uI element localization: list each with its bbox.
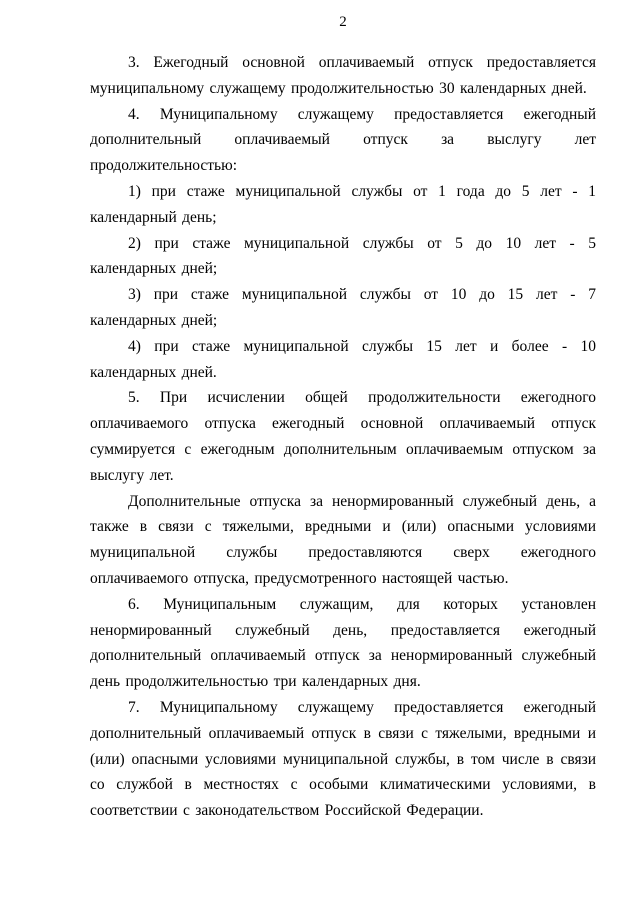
paragraph: 2) при стаже муниципальной службы от 5 до 10 лет - 5 календарных дней;: [90, 234, 596, 278]
paragraph: 1) при стаже муниципальной службы от 1 года до 5 лет - 1 календарный день;: [90, 182, 596, 226]
paragraph: Дополнительные отпуска за ненормированный служебный день, а также в связи с тяжелыми, вредными и (или) опасными условиями муниципальной службы предоставляются сверх ежегодного оплачиваемого отпуска, предусмотренного настоящей частью.: [90, 492, 596, 587]
page-number: 2: [339, 14, 347, 30]
paragraph: 4. Муниципальному служащему предоставляется ежегодный дополнительный оплачиваемый отпуск за выслугу лет продолжительностью:: [90, 105, 596, 175]
paragraph: 7. Муниципальному служащему предоставляется ежегодный дополнительный оплачиваемый отпуск в связи с тяжелыми, вредными и (или) опасными условиями муниципальной службы, в том числе в связи со службой в местностях с особыми климатическими условиями, в соответствии с законодательством Российской Федерации.: [90, 698, 596, 820]
paragraph: 5. При исчислении общей продолжительности ежегодного оплачиваемого отпуска ежегодный основной оплачиваемый отпуск суммируется с ежегодным дополнительным оплачиваемым отпуском за выслугу лет.: [90, 389, 596, 484]
paragraph: 4) при стаже муниципальной службы 15 лет и более - 10 календарных дней.: [90, 337, 596, 381]
paragraph: 3) при стаже муниципальной службы от 10 до 15 лет - 7 календарных дней;: [90, 286, 596, 329]
document-body: [90, 50, 596, 824]
paragraph: 3. Ежегодный основной оплачиваемый отпуск предоставляется муниципальному служащему продолжительностью 30 календарных дней.: [90, 54, 596, 97]
paragraph: 6. Муниципальным служащим, для которых установлен ненормированный служебный день, предоставляется ежегодный дополнительный оплачиваемый отпуск за ненормированный служебный день продолжительностью три календарных дня.: [90, 595, 596, 691]
